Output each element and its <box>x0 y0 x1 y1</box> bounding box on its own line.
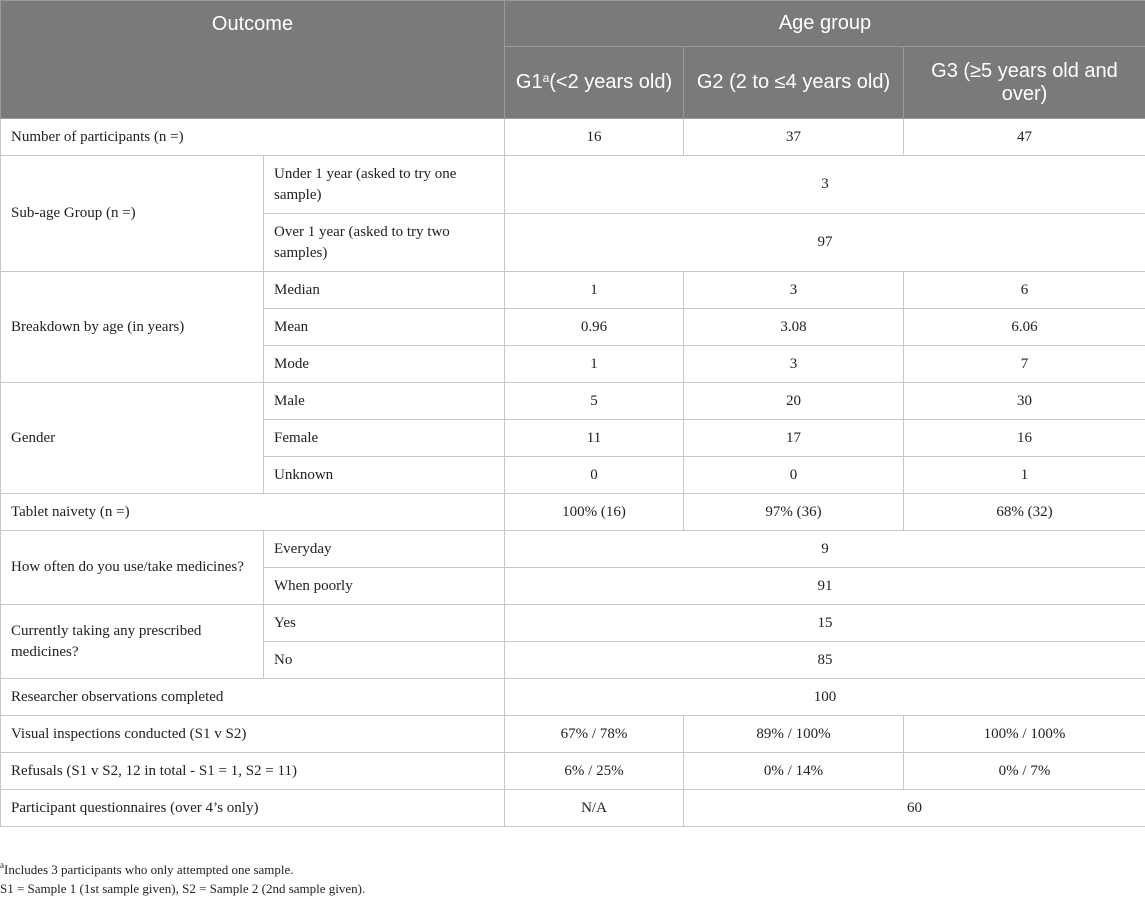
participants-g3: 47 <box>904 119 1145 156</box>
participants-g1: 16 <box>505 119 684 156</box>
gender-label: Gender <box>1 383 264 494</box>
visual-g3: 100% / 100% <box>904 716 1145 753</box>
table-row <box>1 494 1145 531</box>
yes-label: Yes <box>264 605 505 642</box>
visual-label: Visual inspections conducted (S1 v S2) <box>1 716 505 753</box>
visual-g2: 89% / 100% <box>684 716 904 753</box>
female-g3: 16 <box>904 420 1145 457</box>
participants-label: Number of participants (n =) <box>1 119 505 156</box>
table-row <box>1 679 1145 716</box>
mode-g3: 7 <box>904 346 1145 383</box>
tablet-label: Tablet naivety (n =) <box>1 494 505 531</box>
everyday-value: 9 <box>505 531 1145 568</box>
questionnaires-label: Participant questionnaires (over 4’s only) <box>1 790 505 827</box>
male-label: Male <box>264 383 505 420</box>
subage-label: Sub-age Group (n =) <box>1 156 264 272</box>
poorly-value: 91 <box>505 568 1145 605</box>
table-row <box>1 272 1145 309</box>
g3-header: G3 (≥5 years old and over) <box>904 47 1145 119</box>
g1-footnote-mark: a <box>542 71 550 85</box>
yes-value: 15 <box>505 605 1145 642</box>
breakdown-label: Breakdown by age (in years) <box>1 272 264 383</box>
footnote-samples: S1 = Sample 1 (1st sample given), S2 = Sample 2 (2nd sample given). <box>0 881 366 896</box>
table-row <box>1 156 1145 214</box>
male-g1: 5 <box>505 383 684 420</box>
table-row <box>1 753 1145 790</box>
mean-label: Mean <box>264 309 505 346</box>
table-row <box>1 119 1145 156</box>
unknown-label: Unknown <box>264 457 505 494</box>
unknown-g3: 1 <box>904 457 1145 494</box>
table-row <box>1 605 1145 642</box>
g1-header-prefix: G1 <box>515 71 543 93</box>
refusals-g2: 0% / 14% <box>684 753 904 790</box>
footnote-a-text: Includes 3 participants who only attempted one sample. <box>4 862 294 877</box>
participants-g2: 37 <box>684 119 904 156</box>
male-g3: 30 <box>904 383 1145 420</box>
subage-under-label: Under 1 year (asked to try one sample) <box>264 156 505 214</box>
footnote-a-mark: a <box>0 860 4 870</box>
g1-header-suffix: (<2 years old) <box>549 71 673 93</box>
visual-g1: 67% / 78% <box>505 716 684 753</box>
mode-label: Mode <box>264 346 505 383</box>
female-g1: 11 <box>505 420 684 457</box>
researcher-value: 100 <box>505 679 1145 716</box>
tablet-g3: 68% (32) <box>904 494 1145 531</box>
tablet-g2: 97% (36) <box>684 494 904 531</box>
table-row <box>1 383 1145 420</box>
outcome-header: Outcome <box>1 1 505 119</box>
refusals-label: Refusals (S1 v S2, 12 in total - S1 = 1, S2 = 11) <box>1 753 505 790</box>
median-g1: 1 <box>505 272 684 309</box>
median-g3: 6 <box>904 272 1145 309</box>
refusals-g3: 0% / 7% <box>904 753 1145 790</box>
table-row <box>1 716 1145 753</box>
no-value: 85 <box>505 642 1145 679</box>
howoften-label: How often do you use/take medicines? <box>1 531 264 605</box>
mean-g2: 3.08 <box>684 309 904 346</box>
mode-g1: 1 <box>505 346 684 383</box>
mean-g3: 6.06 <box>904 309 1145 346</box>
refusals-g1: 6% / 25% <box>505 753 684 790</box>
subage-under-value: 3 <box>505 156 1145 214</box>
poorly-label: When poorly <box>264 568 505 605</box>
median-label: Median <box>264 272 505 309</box>
table-row <box>1 531 1145 568</box>
female-label: Female <box>264 420 505 457</box>
mean-g1: 0.96 <box>505 309 684 346</box>
male-g2: 20 <box>684 383 904 420</box>
table-row <box>1 790 1145 827</box>
female-g2: 17 <box>684 420 904 457</box>
no-label: No <box>264 642 505 679</box>
footnotes <box>0 860 1145 898</box>
unknown-g1: 0 <box>505 457 684 494</box>
footnote-a <box>0 860 1145 879</box>
unknown-g2: 0 <box>684 457 904 494</box>
prescribed-label: Currently taking any prescribed medicines? <box>1 605 264 679</box>
age-group-header: Age group <box>505 1 1145 47</box>
questionnaires-g23: 60 <box>684 790 1145 827</box>
subage-over-value: 97 <box>505 214 1145 272</box>
g2-header: G2 (2 to ≤4 years old) <box>684 47 904 119</box>
mode-g2: 3 <box>684 346 904 383</box>
questionnaires-g1: N/A <box>505 790 684 827</box>
g1-header <box>505 47 684 119</box>
researcher-label: Researcher observations completed <box>1 679 505 716</box>
everyday-label: Everyday <box>264 531 505 568</box>
median-g2: 3 <box>684 272 904 309</box>
tablet-g1: 100% (16) <box>505 494 684 531</box>
subage-over-label: Over 1 year (asked to try two samples) <box>264 214 505 272</box>
